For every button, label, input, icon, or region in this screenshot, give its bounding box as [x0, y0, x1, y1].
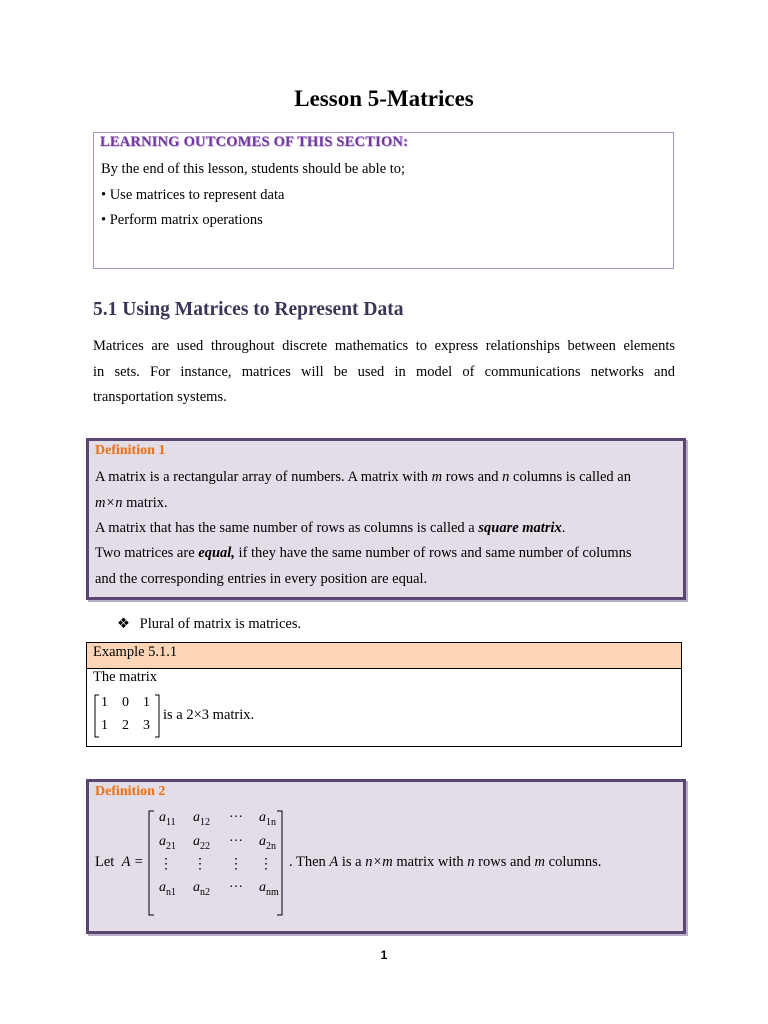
page-number: 1	[380, 948, 388, 962]
definition-2-then	[289, 854, 601, 871]
matrix-a-entry: ···	[229, 810, 243, 825]
matrix-a-entry: $a_{21}$	[159, 834, 176, 852]
diamond-bullet-icon: ❖	[117, 616, 130, 632]
definition-1-box	[86, 438, 686, 600]
text-run: rows and	[474, 854, 535, 870]
term-equal: equal,	[198, 545, 235, 561]
section-paragraph	[93, 334, 675, 411]
matrix-a-entry: $a_{n2}$	[193, 880, 210, 898]
definition-2-heading: Definition 2	[95, 784, 166, 799]
page-title: Lesson 5-Matrices	[294, 86, 474, 111]
var-n: n	[502, 469, 510, 485]
outcomes-intro: By the end of this lesson, students should be able to;	[101, 161, 406, 177]
matrix-a-entry: $a_{n1}$	[159, 880, 176, 898]
var-m: m	[534, 854, 546, 870]
text-run: . Then	[289, 854, 330, 870]
text-run: rows and	[442, 469, 503, 485]
text-run: columns.	[545, 854, 602, 870]
matrix-entry: 1	[143, 695, 150, 710]
matrix-entry: 1	[101, 695, 108, 710]
learning-outcomes-box	[93, 132, 674, 269]
text-run: matrix with	[392, 854, 468, 870]
text-run: A matrix that has the same number of rows as columns is called a	[95, 520, 479, 536]
matrix-entry: 0	[122, 695, 129, 710]
matrix-a-entry: ⋮	[259, 857, 273, 872]
text-run: if they have the same number of rows and same number of columns	[234, 545, 632, 561]
outcomes-heading: LEARNING OUTCOMES OF THIS SECTION:	[100, 134, 409, 150]
definition-2-box	[86, 779, 686, 934]
definition-1-heading: Definition 1	[95, 443, 166, 458]
matrix-a-entry: $a_{1n}$	[259, 810, 276, 828]
example-intro: The matrix	[93, 669, 158, 685]
example-5-1-1-box	[86, 642, 682, 747]
definition-1-line-3	[95, 520, 565, 537]
text-run: .	[561, 520, 566, 536]
matrix-a-entry: $a_{22}$	[193, 834, 210, 852]
plural-note-text: Plural of matrix is matrices.	[139, 616, 302, 632]
example-heading: Example 5.1.1	[93, 644, 178, 660]
matrix-entry: 2	[122, 718, 129, 733]
definition-1-line-5: and the corresponding entries in every position are equal.	[95, 571, 428, 587]
term-square-matrix: square matrix	[478, 520, 562, 536]
example-tail: is a 2×3 matrix.	[163, 707, 255, 723]
matrix-lhs: A =	[121, 854, 144, 870]
text-run: Two matrices are	[95, 545, 199, 561]
matrix-a-entry: $a_{nm}$	[259, 880, 279, 898]
text-run: is a	[338, 854, 366, 870]
paragraph-line: in sets. For instance, matrices will be used in model of communications networks and	[93, 363, 675, 380]
definition-2-let	[95, 854, 144, 871]
text-run: Let	[95, 854, 115, 870]
dims-n-by-m: n×m	[365, 854, 393, 870]
dims-m-by-n: m×n	[95, 495, 123, 511]
matrix-entry: 3	[143, 718, 150, 733]
text-run: columns is called an	[509, 469, 631, 485]
matrix-a-entry: $a_{11}$	[159, 810, 176, 828]
definition-1-line-1	[95, 469, 631, 486]
matrix-a-entry: $a_{12}$	[193, 810, 210, 828]
var-m: m	[431, 469, 443, 485]
matrix-a-entry: ···	[229, 834, 243, 849]
var-n: n	[467, 854, 475, 870]
matrix-a-entry: ⋮	[229, 857, 243, 872]
matrix-a-entry: $a_{2n}$	[259, 834, 276, 852]
definition-1-line-4	[95, 545, 676, 562]
matrix-a-entry: ⋮	[159, 857, 173, 872]
paragraph-line: transportation systems.	[93, 389, 227, 405]
matrix-entry: 1	[101, 718, 108, 733]
outcome-item: • Perform matrix operations	[101, 212, 263, 228]
plural-note	[117, 616, 301, 633]
example-heading-bar	[87, 643, 681, 669]
matrix-a-entry: ···	[229, 880, 243, 895]
text-run: A matrix is a rectangular array of numbers. A matrix with	[95, 469, 432, 485]
paragraph-line: Matrices are used throughout discrete mathematics to express relationships between elements	[93, 338, 675, 354]
outcome-item: • Use matrices to represent data	[101, 187, 285, 203]
section-heading: 5.1 Using Matrices to Represent Data	[93, 299, 404, 320]
text-run: matrix.	[122, 495, 168, 511]
definition-1-line-2	[95, 495, 168, 512]
matrix-a-entry: ⋮	[193, 857, 207, 872]
var-a: A	[329, 854, 339, 870]
